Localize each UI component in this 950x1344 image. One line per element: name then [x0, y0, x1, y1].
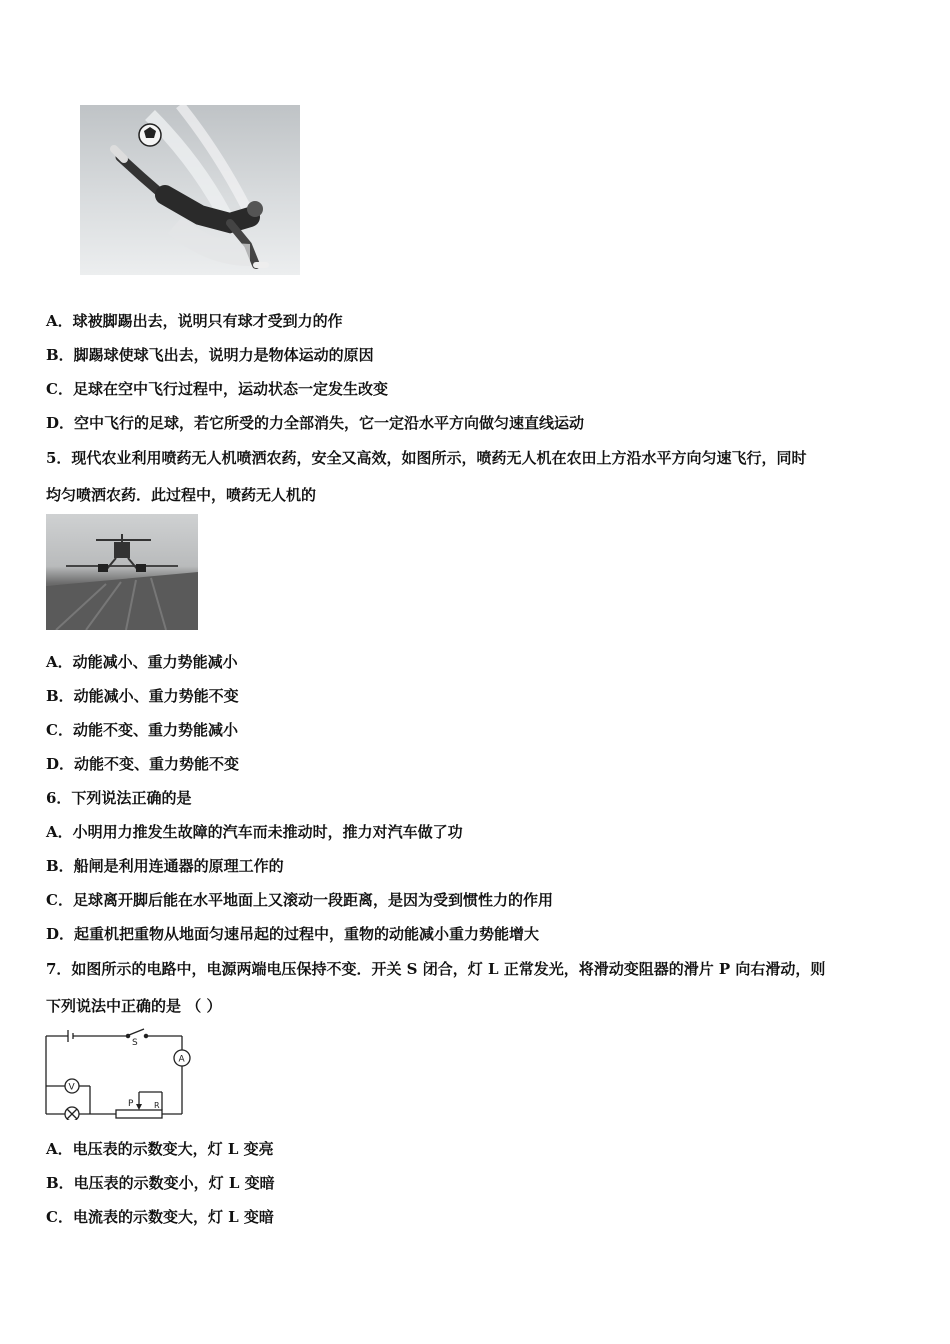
ammeter-label: A — [178, 1054, 185, 1065]
q5-option-d: D．动能不变、重力势能不变 — [46, 755, 240, 773]
q5-stem-line1: 5．现代农业利用喷药无人机喷洒农药，安全又高效，如图所示，喷药无人机在农田上方沿水平方向匀速飞行，同时 — [46, 449, 807, 467]
q6-option-a: A．小明用力推发生故障的汽车而未推动时，推力对汽车做了功 — [46, 823, 463, 841]
q4-option-a: A．球被脚踢出去，说明只有球才受到力的作 — [46, 312, 343, 330]
q7-option-c: C．电流表的示数变大，灯 L 变暗 — [46, 1208, 274, 1226]
rheostat-body — [116, 1110, 162, 1118]
q4-option-b: B．脚踢球使球飞出去，说明力是物体运动的原因 — [46, 346, 374, 364]
q6-option-b: B．船闸是利用连通器的原理工作的 — [46, 857, 284, 875]
q7-stem-line2: 下列说法中正确的是 （ ） — [46, 997, 222, 1015]
voltmeter-label: V — [68, 1082, 75, 1093]
switch-label: S — [132, 1038, 138, 1048]
q5-option-c: C．动能不变、重力势能减小 — [46, 721, 238, 739]
q5-option-b: B．动能减小、重力势能不变 — [46, 687, 239, 705]
q7-option-b: B．电压表的示数变小，灯 L 变暗 — [46, 1174, 275, 1192]
q5-option-a: A．动能减小、重力势能减小 — [46, 653, 238, 671]
q6-stem: 6．下列说法正确的是 — [46, 789, 192, 807]
soccer-kick-image — [80, 105, 300, 275]
q4-option-d: D．空中飞行的足球，若它所受的力全部消失，它一定沿水平方向做匀速直线运动 — [46, 414, 585, 432]
resistor-label: R — [154, 1101, 160, 1110]
q4-option-c: C．足球在空中飞行过程中，运动状态一定发生改变 — [46, 380, 388, 398]
slider-label: P — [128, 1099, 134, 1109]
switch-blade — [129, 1029, 144, 1035]
q7-stem-line1: 7．如图所示的电路中，电源两端电压保持不变．开关 S 闭合，灯 L 正常发光，将滑动变阻器的滑片 P 向右滑动，则 — [46, 960, 826, 978]
q6-option-d: D．起重机把重物从地面匀速吊起的过程中，重物的动能减小重力势能增大 — [46, 925, 540, 943]
circuit-diagram — [44, 1028, 194, 1120]
q7-option-a: A．电压表的示数变大，灯 L 变亮 — [46, 1140, 274, 1158]
q6-option-c: C．足球离开脚后能在水平地面上又滚动一段距离，是因为受到惯性力的作用 — [46, 891, 553, 909]
slider-arrow — [136, 1104, 142, 1110]
q5-stem-line2: 均匀喷洒农药．此过程中，喷药无人机的 — [46, 486, 317, 504]
drone-image — [46, 514, 198, 630]
